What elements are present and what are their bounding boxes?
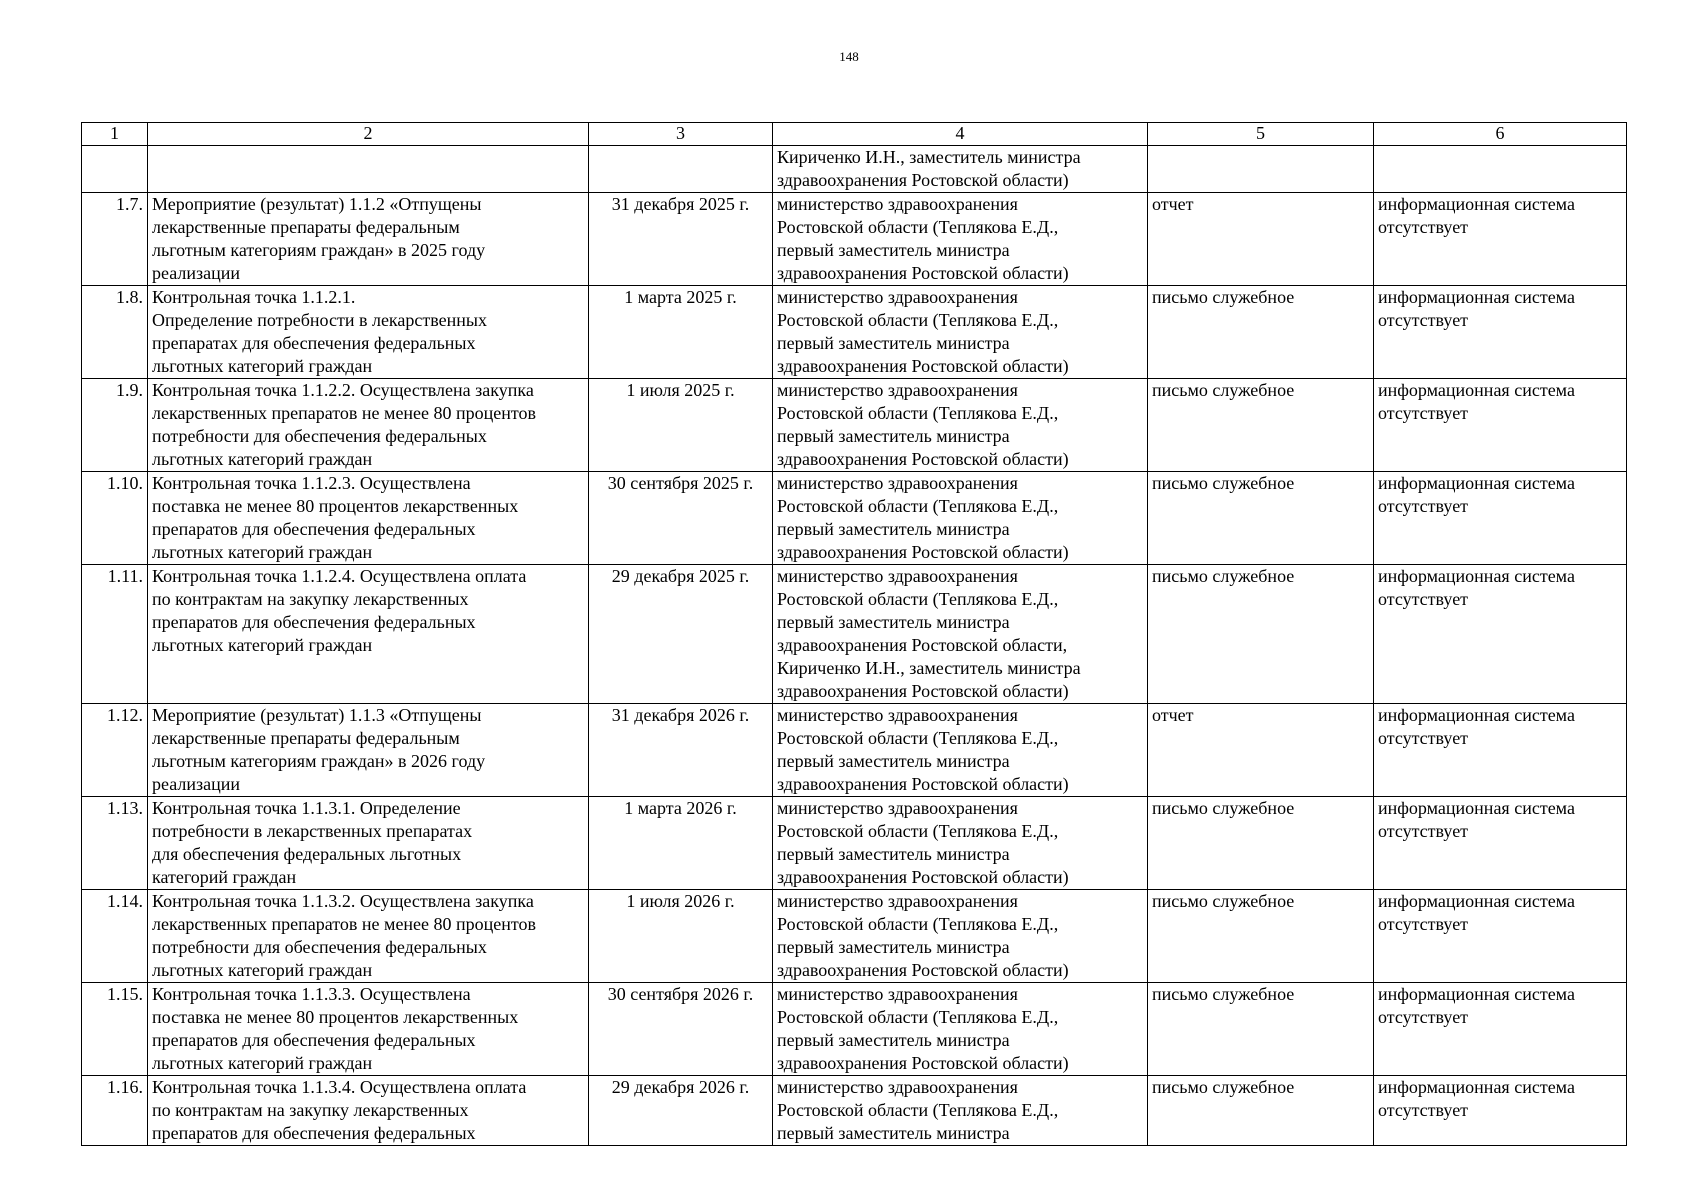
information-system-line: информационная система <box>1378 705 1575 725</box>
information-system-line: информационная система <box>1378 566 1575 586</box>
responsible-party-line: здравоохранения Ростовской области) <box>777 170 1069 190</box>
document-type: письмо служебное <box>1148 890 1374 983</box>
document-type: письмо служебное <box>1148 286 1374 379</box>
responsible-party-line: министерство здравоохранения <box>777 473 1018 493</box>
activity-name-line: по контрактам на закупку лекарственных <box>152 1100 469 1120</box>
responsible-party-line: первый заместитель министра <box>777 612 1010 632</box>
header-row <box>82 123 1627 146</box>
responsible-party <box>773 704 1148 797</box>
document-type: письмо служебное <box>1148 379 1374 472</box>
activity-name-line: по контрактам на закупку лекарственных <box>152 589 469 609</box>
activity-name-line: препаратов для обеспечения федеральных <box>152 1030 476 1050</box>
activity-name-line: потребности для обеспечения федеральных <box>152 426 487 446</box>
page-number: 148 <box>839 49 859 64</box>
activity-name-line: Мероприятие (результат) 1.1.3 «Отпущены <box>152 705 482 725</box>
responsible-party <box>773 286 1148 379</box>
responsible-party-line: здравоохранения Ростовской области) <box>777 449 1069 469</box>
deadline-date: 1 июля 2026 г. <box>589 890 773 983</box>
row-number: 1.12. <box>82 704 148 797</box>
row-number: 1.16. <box>82 1076 148 1146</box>
row-number: 1.8. <box>82 286 148 379</box>
activity-name <box>148 1076 589 1146</box>
information-system-line: отсутствует <box>1378 496 1469 516</box>
table-body <box>82 146 1627 1146</box>
information-system-line: отсутствует <box>1378 1007 1469 1027</box>
responsible-party-line: здравоохранения Ростовской области) <box>777 263 1069 283</box>
header-col-3: 3 <box>589 123 773 146</box>
activity-name-line: Контрольная точка 1.1.3.1. Определение <box>152 798 461 818</box>
activity-name <box>148 983 589 1076</box>
activity-name-line: препаратов для обеспечения федеральных <box>152 519 476 539</box>
activity-name-line: Контрольная точка 1.1.2.1. <box>152 287 356 307</box>
information-system-line: информационная система <box>1378 380 1575 400</box>
responsible-party-line: Кириченко И.Н., заместитель министра <box>777 658 1081 678</box>
row-number: 1.9. <box>82 379 148 472</box>
activity-name-line: лекарственных препаратов не менее 80 процентов <box>152 914 537 934</box>
row-number: 1.11. <box>82 565 148 704</box>
row-number: 1.14. <box>82 890 148 983</box>
information-system <box>1374 146 1627 193</box>
activity-name-line: льготных категорий граждан <box>152 635 373 655</box>
responsible-party-line: первый заместитель министра <box>777 1123 1010 1143</box>
activity-name-line: льготным категориям граждан» в 2026 году <box>152 751 486 771</box>
activity-name <box>148 379 589 472</box>
activity-name <box>148 472 589 565</box>
responsible-party-line: Ростовской области (Теплякова Е.Д., <box>777 217 1059 237</box>
responsible-party <box>773 193 1148 286</box>
header-col-6: 6 <box>1374 123 1627 146</box>
information-system-line: отсутствует <box>1378 310 1469 330</box>
information-system-line: отсутствует <box>1378 403 1469 423</box>
deadline-date: 30 сентября 2026 г. <box>589 983 773 1076</box>
responsible-party-line: Ростовской области (Теплякова Е.Д., <box>777 1007 1059 1027</box>
responsible-party-line: здравоохранения Ростовской области) <box>777 356 1069 376</box>
document-type: отчет <box>1148 704 1374 797</box>
responsible-party-line: Ростовской области (Теплякова Е.Д., <box>777 496 1059 516</box>
responsible-party-line: министерство здравоохранения <box>777 705 1018 725</box>
responsible-party <box>773 565 1148 704</box>
responsible-party-line: первый заместитель министра <box>777 937 1010 957</box>
responsible-party-line: Ростовской области (Теплякова Е.Д., <box>777 403 1059 423</box>
activity-name-line: Контрольная точка 1.1.3.2. Осуществлена закупка <box>152 891 534 911</box>
responsible-party-line: первый заместитель министра <box>777 1030 1010 1050</box>
responsible-party-line: Ростовской области (Теплякова Е.Д., <box>777 1100 1059 1120</box>
activity-name-line: препаратов для обеспечения федеральных <box>152 612 476 632</box>
activity-name-line: категорий граждан <box>152 867 297 887</box>
activity-name-line: лекарственные препараты федеральным <box>152 217 460 237</box>
responsible-party-line: министерство здравоохранения <box>777 798 1018 818</box>
activity-name <box>148 704 589 797</box>
document-type: письмо служебное <box>1148 983 1374 1076</box>
information-system <box>1374 797 1627 890</box>
information-system <box>1374 472 1627 565</box>
responsible-party-line: Кириченко И.Н., заместитель министра <box>777 147 1081 167</box>
document-type: отчет <box>1148 193 1374 286</box>
table-row <box>82 565 1627 704</box>
header-col-4: 4 <box>773 123 1148 146</box>
table-row <box>82 472 1627 565</box>
information-system <box>1374 379 1627 472</box>
responsible-party-line: первый заместитель министра <box>777 751 1010 771</box>
activity-name-line: льготным категориям граждан» в 2025 году <box>152 240 486 260</box>
activity-name-line: льготных категорий граждан <box>152 356 373 376</box>
responsible-party-line: первый заместитель министра <box>777 333 1010 353</box>
deadline-date: 29 декабря 2025 г. <box>589 565 773 704</box>
document-type: письмо служебное <box>1148 1076 1374 1146</box>
responsible-party-line: здравоохранения Ростовской области) <box>777 681 1069 701</box>
activity-name <box>148 193 589 286</box>
responsible-party-line: министерство здравоохранения <box>777 1077 1018 1097</box>
deadline-date: 31 декабря 2026 г. <box>589 704 773 797</box>
table-header <box>82 123 1627 146</box>
row-number: 1.10. <box>82 472 148 565</box>
table-row <box>82 797 1627 890</box>
activity-name-line: препаратов для обеспечения федеральных <box>152 1123 476 1143</box>
activity-name-line: льготных категорий граждан <box>152 449 373 469</box>
responsible-party <box>773 472 1148 565</box>
responsible-party-line: Ростовской области (Теплякова Е.Д., <box>777 310 1059 330</box>
table-row <box>82 379 1627 472</box>
information-system-line: отсутствует <box>1378 914 1469 934</box>
activity-name <box>148 146 589 193</box>
activity-name-line: реализации <box>152 263 240 283</box>
responsible-party-line: министерство здравоохранения <box>777 380 1018 400</box>
row-number <box>82 146 148 193</box>
responsible-party-line: первый заместитель министра <box>777 519 1010 539</box>
activity-name <box>148 565 589 704</box>
information-system <box>1374 1076 1627 1146</box>
responsible-party <box>773 983 1148 1076</box>
responsible-party-line: здравоохранения Ростовской области) <box>777 867 1069 887</box>
activity-name-line: Мероприятие (результат) 1.1.2 «Отпущены <box>152 194 482 214</box>
activity-name-line: реализации <box>152 774 240 794</box>
deadline-date: 1 марта 2025 г. <box>589 286 773 379</box>
responsible-party-line: здравоохранения Ростовской области) <box>777 960 1069 980</box>
responsible-party-line: министерство здравоохранения <box>777 194 1018 214</box>
information-system-line: информационная система <box>1378 473 1575 493</box>
information-system <box>1374 704 1627 797</box>
activity-name-line: лекарственных препаратов не менее 80 процентов <box>152 403 537 423</box>
responsible-party-line: министерство здравоохранения <box>777 984 1018 1004</box>
responsible-party <box>773 1076 1148 1146</box>
information-system-line: отсутствует <box>1378 1100 1469 1120</box>
responsible-party-line: министерство здравоохранения <box>777 566 1018 586</box>
information-system-line: информационная система <box>1378 1077 1575 1097</box>
activity-name-line: для обеспечения федеральных льготных <box>152 844 462 864</box>
table-row <box>82 286 1627 379</box>
information-system-line: информационная система <box>1378 798 1575 818</box>
activity-name-line: Контрольная точка 1.1.3.3. Осуществлена <box>152 984 471 1004</box>
information-system-line: отсутствует <box>1378 217 1469 237</box>
responsible-party-line: здравоохранения Ростовской области) <box>777 774 1069 794</box>
information-system <box>1374 890 1627 983</box>
responsible-party-line: Ростовской области (Теплякова Е.Д., <box>777 914 1059 934</box>
row-number: 1.15. <box>82 983 148 1076</box>
information-system <box>1374 193 1627 286</box>
deadline-date: 30 сентября 2025 г. <box>589 472 773 565</box>
table-row <box>82 146 1627 193</box>
responsible-party-line: Ростовской области (Теплякова Е.Д., <box>777 589 1059 609</box>
schedule-table <box>81 122 1627 1146</box>
deadline-date: 1 июля 2025 г. <box>589 379 773 472</box>
information-system-line: информационная система <box>1378 984 1575 1004</box>
table-row <box>82 1076 1627 1146</box>
activity-name-line: Контрольная точка 1.1.2.2. Осуществлена закупка <box>152 380 534 400</box>
responsible-party <box>773 890 1148 983</box>
row-number: 1.13. <box>82 797 148 890</box>
document-type: письмо служебное <box>1148 565 1374 704</box>
activity-name-line: льготных категорий граждан <box>152 960 373 980</box>
responsible-party <box>773 379 1148 472</box>
information-system <box>1374 565 1627 704</box>
responsible-party-line: здравоохранения Ростовской области, <box>777 635 1068 655</box>
table-row <box>82 704 1627 797</box>
activity-name <box>148 890 589 983</box>
row-number: 1.7. <box>82 193 148 286</box>
activity-name-line: потребности для обеспечения федеральных <box>152 937 487 957</box>
information-system-line: отсутствует <box>1378 821 1469 841</box>
activity-name-line: льготных категорий граждан <box>152 542 373 562</box>
responsible-party-line: первый заместитель министра <box>777 844 1010 864</box>
responsible-party <box>773 797 1148 890</box>
header-col-5: 5 <box>1148 123 1374 146</box>
deadline-date: 1 марта 2026 г. <box>589 797 773 890</box>
activity-name-line: Контрольная точка 1.1.3.4. Осуществлена оплата <box>152 1077 527 1097</box>
document-type <box>1148 146 1374 193</box>
activity-name-line: лекарственные препараты федеральным <box>152 728 460 748</box>
activity-name <box>148 797 589 890</box>
table-row <box>82 890 1627 983</box>
header-col-2: 2 <box>148 123 589 146</box>
deadline-date <box>589 146 773 193</box>
activity-name-line: поставка не менее 80 процентов лекарственных <box>152 1007 519 1027</box>
deadline-date: 31 декабря 2025 г. <box>589 193 773 286</box>
responsible-party-line: здравоохранения Ростовской области) <box>777 542 1069 562</box>
table-row <box>82 193 1627 286</box>
activity-name-line: льготных категорий граждан <box>152 1053 373 1073</box>
information-system-line: информационная система <box>1378 194 1575 214</box>
deadline-date: 29 декабря 2026 г. <box>589 1076 773 1146</box>
activity-name <box>148 286 589 379</box>
responsible-party-line: министерство здравоохранения <box>777 891 1018 911</box>
activity-name-line: препаратах для обеспечения федеральных <box>152 333 476 353</box>
responsible-party-line: министерство здравоохранения <box>777 287 1018 307</box>
responsible-party-line: здравоохранения Ростовской области) <box>777 1053 1069 1073</box>
responsible-party-line: Ростовской области (Теплякова Е.Д., <box>777 728 1059 748</box>
header-col-1: 1 <box>82 123 148 146</box>
information-system <box>1374 983 1627 1076</box>
responsible-party-line: первый заместитель министра <box>777 240 1010 260</box>
information-system-line: отсутствует <box>1378 589 1469 609</box>
responsible-party-line: первый заместитель министра <box>777 426 1010 446</box>
information-system <box>1374 286 1627 379</box>
activity-name-line: Контрольная точка 1.1.2.4. Осуществлена оплата <box>152 566 527 586</box>
activity-name-line: Определение потребности в лекарственных <box>152 310 487 330</box>
document-type: письмо служебное <box>1148 472 1374 565</box>
activity-name-line: Контрольная точка 1.1.2.3. Осуществлена <box>152 473 471 493</box>
information-system-line: информационная система <box>1378 287 1575 307</box>
responsible-party-line: Ростовской области (Теплякова Е.Д., <box>777 821 1059 841</box>
document-type: письмо служебное <box>1148 797 1374 890</box>
information-system-line: информационная система <box>1378 891 1575 911</box>
table-row <box>82 983 1627 1076</box>
information-system-line: отсутствует <box>1378 728 1469 748</box>
activity-name-line: потребности в лекарственных препаратах <box>152 821 473 841</box>
responsible-party <box>773 146 1148 193</box>
activity-name-line: поставка не менее 80 процентов лекарственных <box>152 496 519 516</box>
